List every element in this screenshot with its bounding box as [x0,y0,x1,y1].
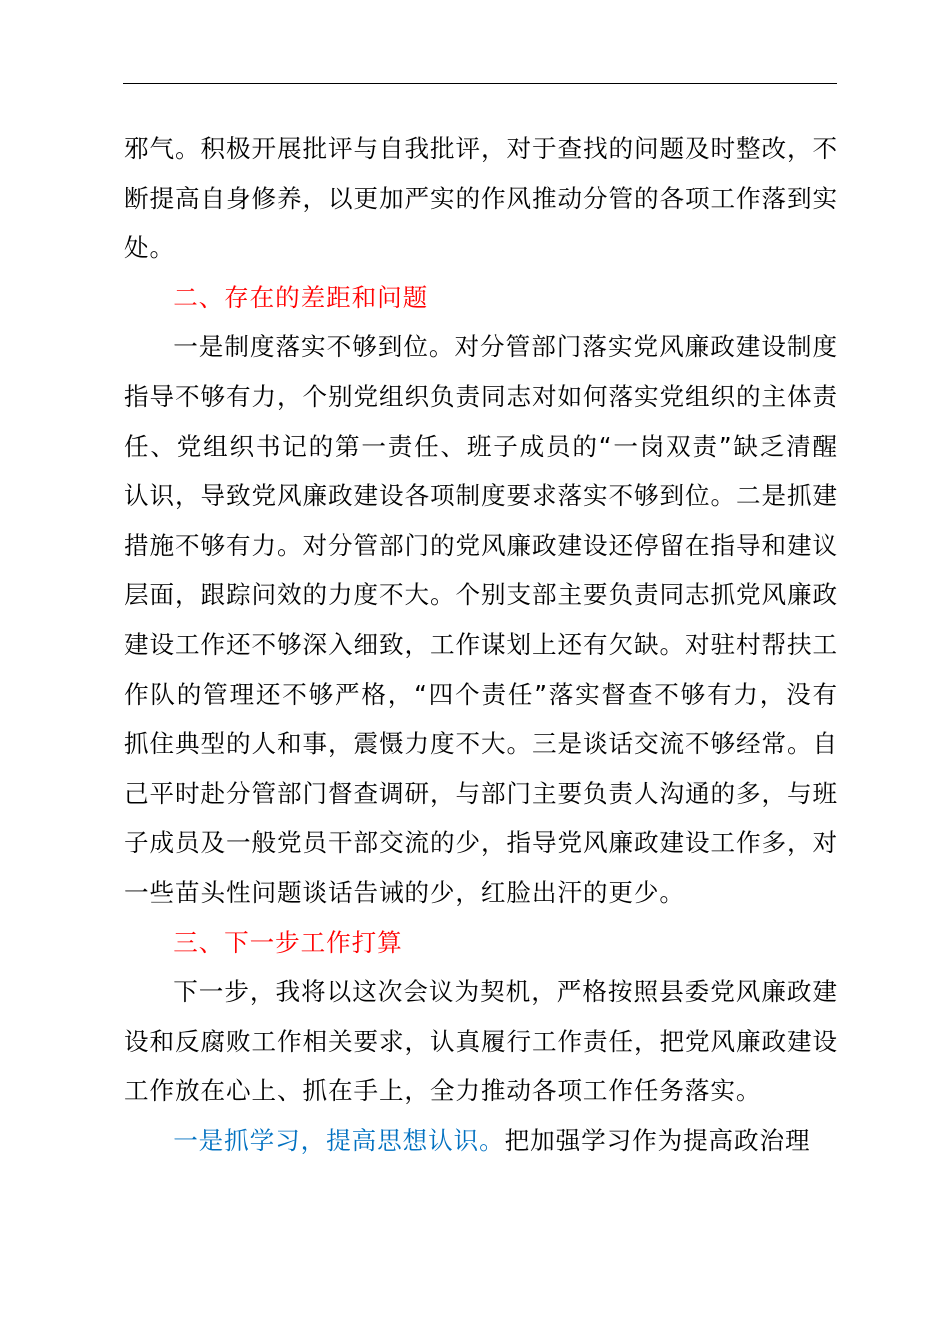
study-item-title: 一是抓学习，提高思想认识。 [173,1125,505,1155]
continuation-paragraph: 邪气。积极开展批评与自我批评，对于查找的问题及时整改，不断提高自身修养，以更加严实的作风推动分管的各项工作落到实处。 [124,134,838,263]
section-heading-gaps: 二、存在的差距和问题 [173,282,429,312]
section-paragraph-gaps: 一是制度落实不够到位。对分管部门落实党风廉政建设制度指导不够有力，个别党组织负责同志对如何落实党组织的主体责任、党组织书记的第一责任、班子成员的“一岗双责”缺乏清醒认识，导致党风廉政建设各项制度要求落实不够到位。二是抓建措施不够有力。对分管部门的党风廉政建设还停留在指导和建议层面，跟踪问效的力度不大。个别支部主要负责同志抓党风廉政建设工作还不够深入细致，工作谋划上还有欠缺。对驻村帮扶工作队的管理还不够严格，“四个责任”落实督查不够有力，没有抓住典型的人和事，震慑力度不大。三是谈话交流不够经常。自己平时赴分管部门督查调研，与部门主要负责人沟通的多，与班子成员及一般党员干部交流的少，指导党风廉政建设工作多，对一些苗头性问题谈话告诫的少，红脸出汗的更少。 [124,332,838,907]
section-paragraph-next-steps: 下一步，我将以这次会议为契机，严格按照县委党风廉政建设和反腐败工作相关要求，认真履行工作责任，把党风廉政建设工作放在心上、抓在手上，全力推动各项工作任务落实。 [124,977,838,1106]
document-body [124,124,838,1165]
study-item-text: 把加强学习作为提高政治理 [504,1125,811,1155]
section-heading-next-steps: 三、下一步工作打算 [173,927,403,957]
study-item-paragraph [124,1116,838,1166]
header-rule [123,83,837,84]
